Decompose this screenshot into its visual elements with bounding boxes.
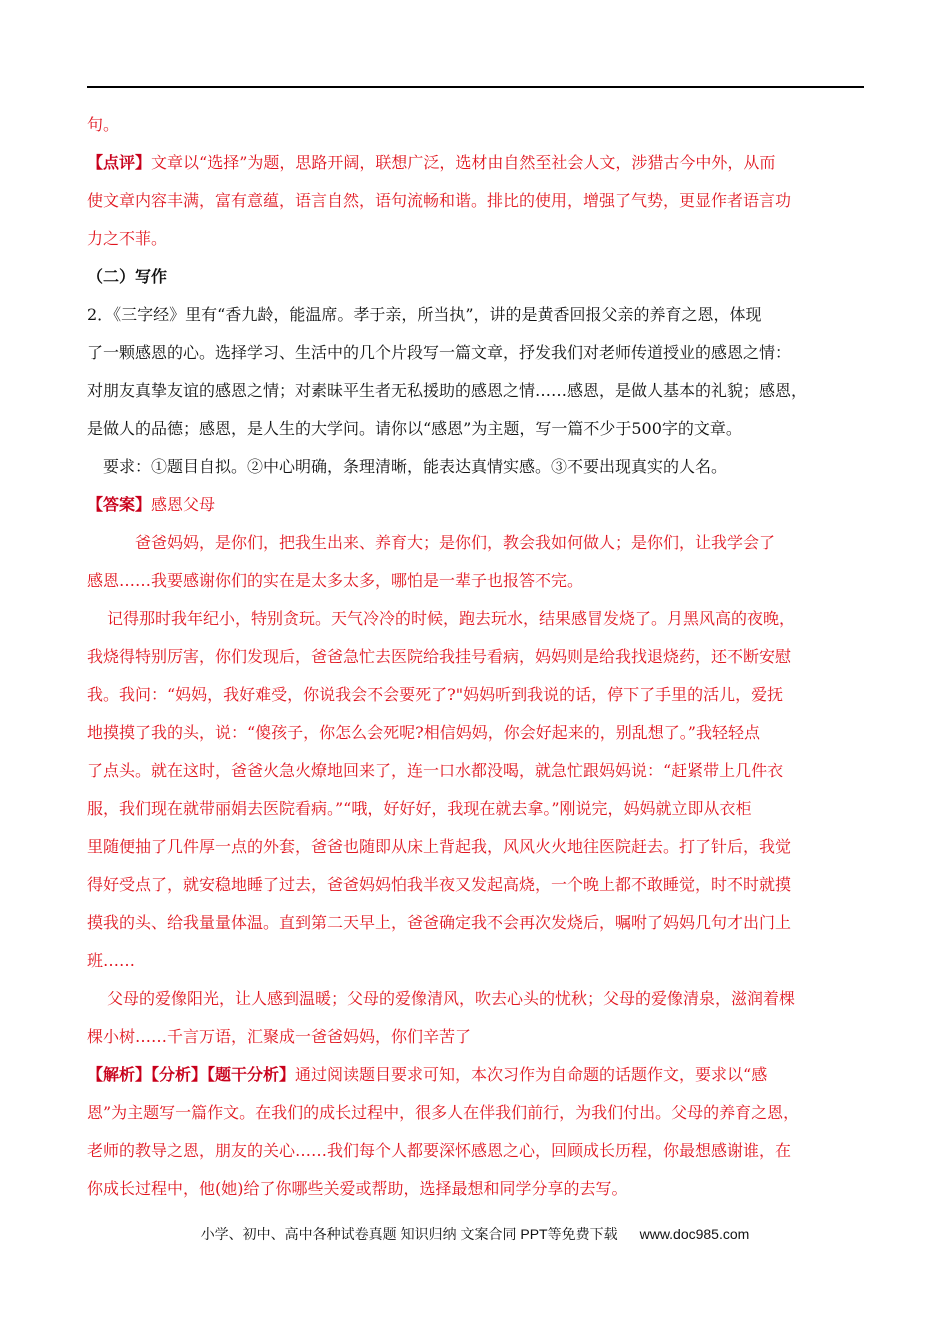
essay-line: 服，我们现在就带丽娟去医院看病。”“哦，好好好，我现在就去拿。”刚说完，妈妈就立即从衣柜 [87, 799, 752, 818]
analysis-line: 你成长过程中，他(她)给了你哪些关爱或帮助，选择最想和同学分享的去写。 [87, 1179, 628, 1198]
section-heading: （二）写作 [87, 267, 168, 286]
answer-title: 感恩父母 [151, 495, 216, 514]
essay-line: 里随便抽了几件厚一点的外套，爸爸也随即从床上背起我，风风火火地往医院赶去。打了针后，我觉 [87, 837, 792, 856]
header-rule [87, 86, 864, 88]
question-line: 对朋友真挚友谊的感恩之情；对素昧平生者无私援助的感恩之情……感恩，是做人基本的礼貌；感恩， [87, 381, 808, 400]
question-line: 了一颗感恩的心。选择学习、生活中的几个片段写一篇文章，抒发我们对老师传道授业的感恩之情： [87, 343, 792, 362]
analysis-line: 恩”为主题写一篇作文。在我们的成长过程中，很多人在伴我们前行，为我们付出。父母的养育之恩， [87, 1103, 800, 1122]
essay-line: 棵小树……千言万语，汇聚成一爸爸妈妈，你们辛苦了 [87, 1027, 472, 1046]
essay-line: 班…… [87, 951, 136, 970]
question-line: 2．《三字经》里有“香九龄，能温席。孝于亲，所当执”，讲的是黄香回报父亲的养育之恩，体现 [87, 305, 762, 324]
essay-line: 得好受点了，就安稳地睡了过去，爸爸妈妈怕我半夜又发起高烧，一个晚上都不敢睡觉，时不时就摸 [87, 875, 792, 894]
analysis-text: 通过阅读题目要求可知，本次习作为自命题的话题作文，要求以“感 [295, 1065, 768, 1084]
essay-line: 我烧得特别厉害，你们发现后，爸爸急忙去医院给我挂号看病，妈妈则是给我找退烧药，还不断安慰 [87, 647, 792, 666]
footer-text: 小学、初中、高中各种试卷真题 知识归纳 文案合同 PPT等免费下载 [200, 1226, 618, 1242]
comment-tag: 【点评】 [87, 153, 152, 172]
essay-line: 地摸摸了我的头，说：“傻孩子，你怎么会死呢?相信妈妈，你会好起来的，别乱想了。”我轻轻点 [87, 723, 760, 742]
analysis-line [87, 1056, 864, 1094]
page-footer [0, 1224, 950, 1244]
essay-line: 我。我问：“妈妈，我好难受，你说我会不会要死了?"妈妈听到我说的话，停下了手里的活儿，爱抚 [87, 685, 784, 704]
text-line: 使文章内容丰满，富有意蕴，语言自然，语句流畅和谐。排比的使用，增强了气势，更显作者语言功 [87, 191, 792, 210]
essay-line: 父母的爱像阳光，让人感到温暖；父母的爱像清风，吹去心头的忧秋；父母的爱像清泉，滋润着棵 [107, 989, 796, 1008]
analysis-line: 老师的教导之恩，朋友的关心……我们每个人都要深怀感恩之心，回顾成长历程，你最想感谢谁，在 [87, 1141, 792, 1160]
essay-line: 摸我的头、给我量量体温。直到第二天早上，爸爸确定我不会再次发烧后，嘱咐了妈妈几句才出门上 [87, 913, 792, 932]
question-line: 是做人的品德；感恩，是人生的大学问。请你以“感恩”为主题，写一篇不少于500字的文章。 [87, 419, 742, 438]
text-line: 句。 [87, 115, 120, 134]
answer-line [87, 486, 864, 524]
document-body [87, 106, 864, 1208]
requirement-line: 要求：①题目自拟。②中心明确，条理清晰，能表达真情实感。③不要出现真实的人名。 [103, 457, 728, 476]
essay-line: 记得那时我年纪小，特别贪玩。天气冷冷的时候，跑去玩水，结果感冒发烧了。月黑风高的夜晚， [107, 609, 796, 628]
text-line: 力之不菲。 [87, 229, 168, 248]
footer-url: www.doc985.com [639, 1226, 750, 1242]
essay-line: 感恩……我要感谢你们的实在是太多太多，哪怕是一辈子也报答不完。 [87, 571, 584, 590]
essay-line: 爸爸妈妈，是你们，把我生出来、养育大；是你们，教会我如何做人；是你们，让我学会了 [135, 533, 776, 552]
analysis-tag: 【解析】【分析】【题干分析】 [87, 1065, 296, 1084]
essay-line: 了点头。就在这时，爸爸火急火燎地回来了，连一口水都没喝，就急忙跟妈妈说：“赶紧带上几件衣 [87, 761, 784, 780]
comment-line [87, 144, 864, 182]
answer-tag: 【答案】 [87, 495, 152, 514]
comment-text: 文章以“选择”为题，思路开阔，联想广泛，选材由自然至社会人文，涉猎古今中外，从而 [151, 153, 776, 172]
